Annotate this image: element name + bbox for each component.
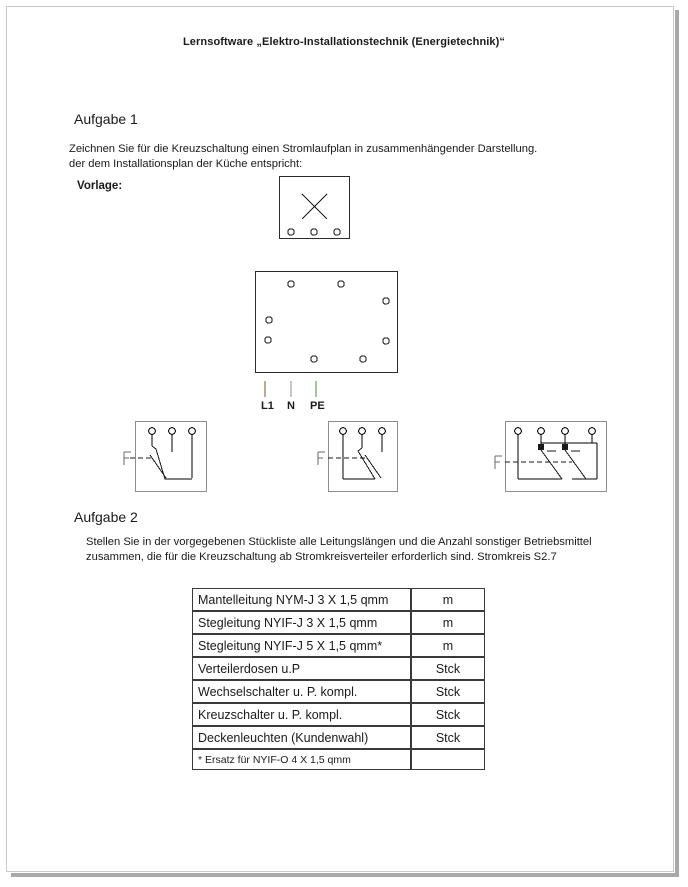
- task1-text-line2: der dem Installationsplan der Küche entspricht:: [69, 158, 303, 170]
- table-row: [192, 680, 485, 703]
- parts-row-unit[interactable]: Stck: [411, 657, 485, 680]
- parts-row-unit[interactable]: Stck: [411, 703, 485, 726]
- parts-row-unit[interactable]: m: [411, 611, 485, 634]
- table-row-footnote: [192, 749, 485, 770]
- parts-row-unit[interactable]: Stck: [411, 680, 485, 703]
- parts-row-description: Verteilerdosen u.P: [192, 657, 411, 680]
- task1-heading: Aufgabe 1: [74, 111, 138, 127]
- task1-text-line1: Zeichnen Sie für die Kreuzschaltung einen Stromlaufplan in zusammenhängender Darstellung.: [69, 143, 538, 155]
- table-row: [192, 657, 485, 680]
- task2-heading: Aufgabe 2: [74, 509, 138, 525]
- parts-row-description: Deckenleuchten (Kundenwahl): [192, 726, 411, 749]
- supply-label-pe: PE: [310, 400, 325, 412]
- parts-list-table: [192, 588, 485, 770]
- paper-shadow-bottom: [11, 873, 679, 877]
- paper-shadow-right: [675, 10, 679, 876]
- parts-row-description: Mantelleitung NYM-J 3 X 1,5 qmm: [192, 588, 411, 611]
- parts-footnote-unit: [411, 749, 485, 770]
- task2-text-line2: zusammen, die für die Kreuzschaltung ab Stromkreisverteiler erforderlich sind. Stromkreis S2.7: [86, 551, 557, 563]
- vorlage-label: Vorlage:: [77, 180, 123, 192]
- task2-text-line1: Stellen Sie in der vorgegebenen Stückliste alle Leitungslängen und die Anzahl sonstiger Betriebsmittel: [86, 536, 592, 548]
- document-header-title: Lernsoftware „Elektro-Installationstechnik (Energietechnik)“: [182, 36, 505, 48]
- table-row: [192, 588, 485, 611]
- parts-row-unit[interactable]: m: [411, 634, 485, 657]
- parts-row-description: Wechselschalter u. P. kompl.: [192, 680, 411, 703]
- table-row: [192, 634, 485, 657]
- parts-list-table-wrapper: [192, 588, 485, 770]
- parts-footnote-text: * Ersatz für NYIF-O 4 X 1,5 qmm: [192, 749, 411, 770]
- parts-row-description: Stegleitung NYIF-J 3 X 1,5 qmm: [192, 611, 411, 634]
- supply-label-n: N: [287, 400, 295, 412]
- table-row: [192, 611, 485, 634]
- parts-row-unit[interactable]: Stck: [411, 726, 485, 749]
- table-row: [192, 703, 485, 726]
- parts-row-description: Stegleitung NYIF-J 5 X 1,5 qmm*: [192, 634, 411, 657]
- table-row: [192, 726, 485, 749]
- parts-row-unit[interactable]: m: [411, 588, 485, 611]
- supply-label-l1: L1: [261, 400, 274, 412]
- parts-row-description: Kreuzschalter u. P. kompl.: [192, 703, 411, 726]
